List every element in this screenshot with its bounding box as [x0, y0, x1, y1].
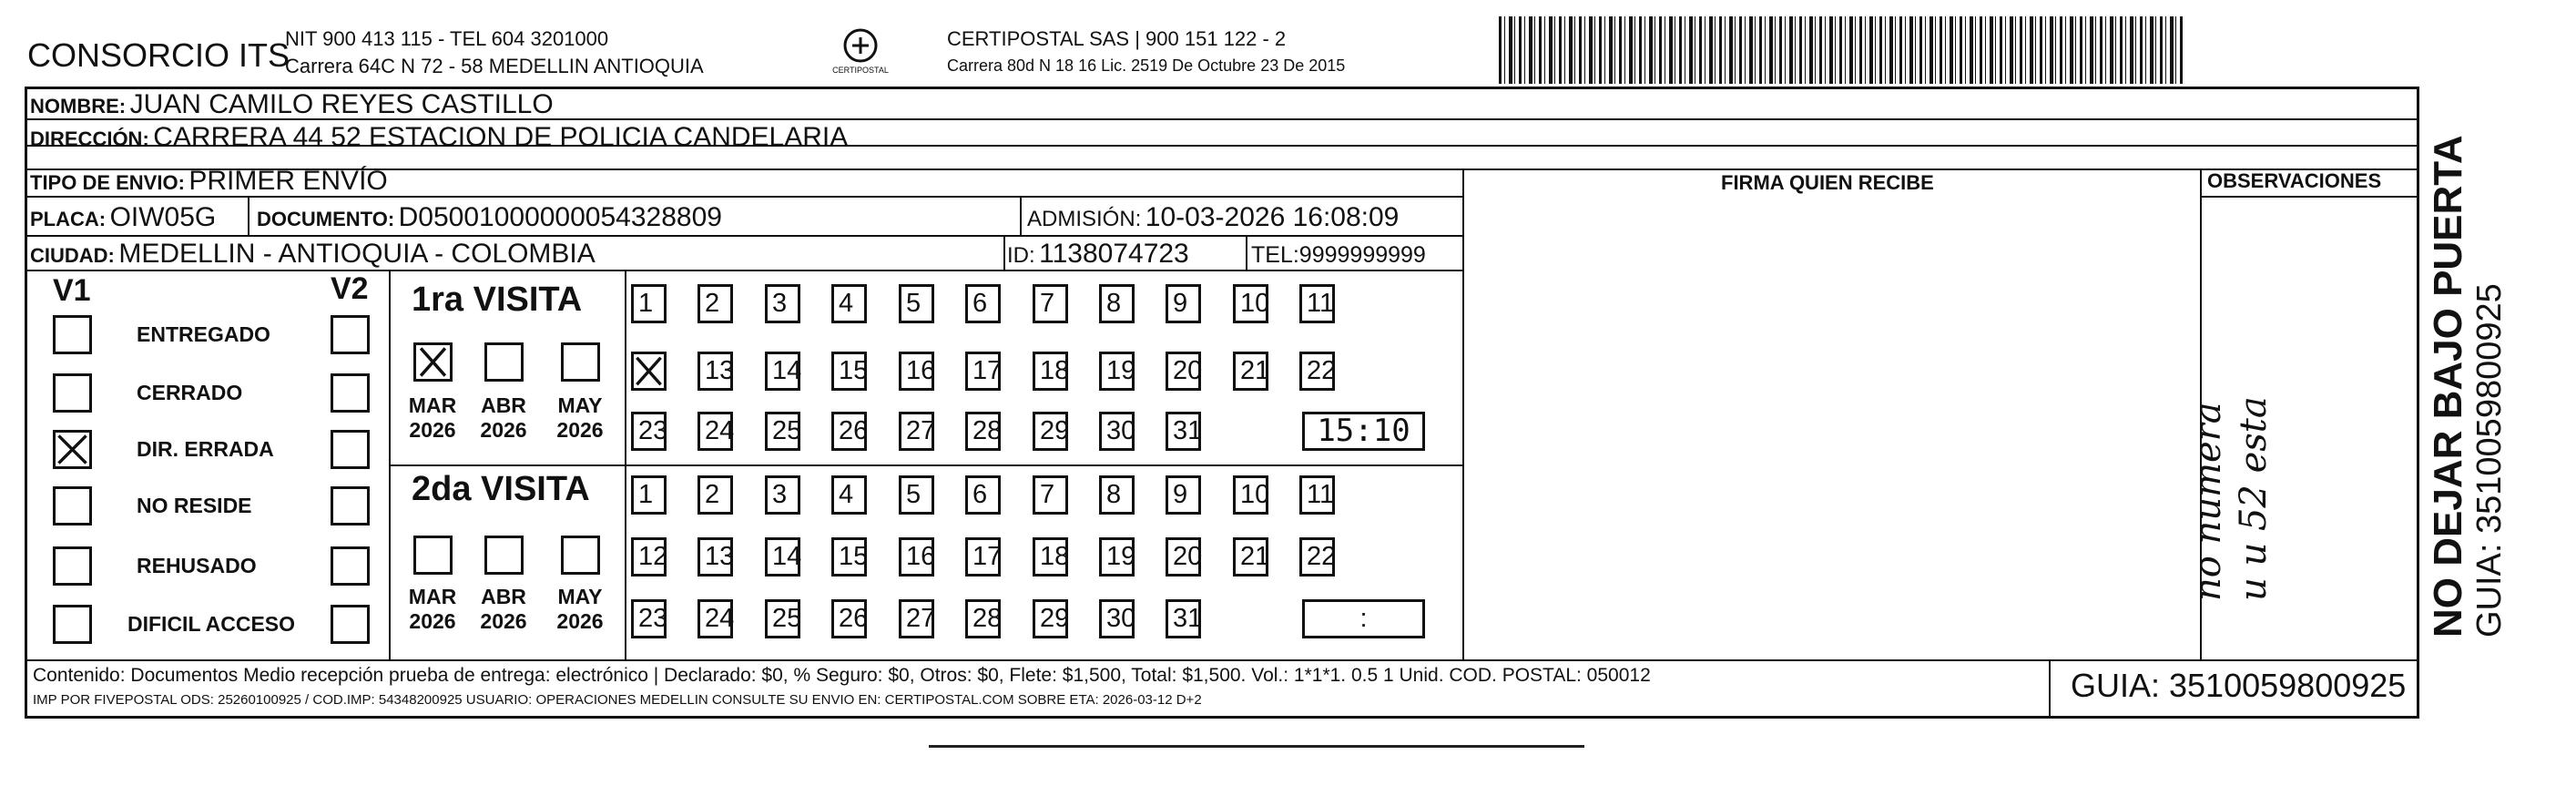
day-box[interactable]: 10 [1233, 284, 1268, 323]
send-type: PRIMER ENVÍO [188, 166, 388, 196]
day-box[interactable]: 27 [899, 412, 934, 451]
day-box[interactable]: 26 [831, 599, 867, 638]
day-box[interactable]: 15 [831, 537, 867, 577]
day-box[interactable]: 16 [899, 352, 934, 391]
document: D05001000000054328809 [398, 202, 722, 232]
day-box[interactable]: 24 [697, 412, 733, 451]
day-box[interactable]: 13 [697, 537, 733, 577]
day-box[interactable]: 19 [1099, 352, 1135, 391]
company-name: CONSORCIO ITS [27, 36, 290, 74]
day-box[interactable]: 13 [697, 352, 733, 391]
admission: 10-03-2026 16:08:09 [1145, 202, 1400, 232]
day-box[interactable]: 9 [1166, 284, 1201, 323]
day-box[interactable]: 6 [965, 284, 1001, 323]
month-label: MAR 2026 [408, 585, 457, 633]
address-row [30, 122, 848, 153]
day-box[interactable]: 23 [631, 599, 667, 638]
observation-line-2: u u 52 esta [2233, 396, 2275, 601]
day-box[interactable]: 25 [765, 412, 800, 451]
day-box[interactable]: 3 [765, 475, 800, 515]
v2-checkbox[interactable] [331, 486, 370, 526]
day-box[interactable]: 9 [1166, 475, 1201, 515]
observations-label: OBSERVACIONES [2207, 169, 2382, 192]
time-box[interactable]: 15:10 [1302, 412, 1425, 451]
footer-contents: Contenido: Documentos Medio recepción prueba de entrega: electrónico | Declarado: $0, % Seguro: $0, Otros: $0, Flete: $1,500, Total: $1,500. Vol.: 1*1*1. 0.5 1 Unid. COD. POSTAL: 050012 [33, 665, 1651, 686]
day-box[interactable]: 11 [1299, 475, 1335, 515]
plate-row [30, 202, 216, 233]
day-box[interactable]: 24 [697, 599, 733, 638]
month-checkbox-mar[interactable] [413, 342, 453, 382]
plate: OIW05G [109, 202, 217, 232]
v1-checkbox[interactable] [53, 315, 92, 354]
v2-checkbox[interactable] [331, 373, 370, 413]
tel-row [1251, 242, 1426, 269]
id-label: ID: [1007, 243, 1035, 268]
month-label: ABR 2026 [480, 393, 527, 442]
day-box[interactable]: 6 [965, 475, 1001, 515]
month-label: MAY 2026 [556, 585, 604, 633]
company-nit: NIT 900 413 115 - TEL 604 3201000 [285, 27, 609, 50]
day-box[interactable]: 21 [1233, 352, 1268, 391]
day-box[interactable]: 23 [631, 412, 667, 451]
day-box[interactable]: 25 [765, 599, 800, 638]
day-box[interactable]: 30 [1099, 412, 1135, 451]
send-type-row [30, 166, 388, 197]
logo-text: CERTIPOSTAL [832, 66, 889, 75]
status-label: REHUSADO [137, 554, 257, 577]
day-box[interactable]: 12 [631, 537, 667, 577]
first-visit-label: 1ra VISITA [412, 281, 583, 319]
day-box[interactable]: 20 [1166, 537, 1201, 577]
courier-name: CERTIPOSTAL SAS | 900 151 122 - 2 [947, 27, 1287, 50]
day-box[interactable]: 11 [1299, 284, 1335, 323]
day-box[interactable]: 17 [965, 352, 1001, 391]
month-checkbox-mar[interactable] [413, 536, 453, 575]
city: MEDELLIN - ANTIOQUIA - COLOMBIA [118, 239, 596, 269]
status-label: ENTREGADO [137, 322, 270, 346]
company-address: Carrera 64C N 72 - 58 MEDELLIN ANTIOQUIA [285, 55, 704, 77]
name-row [30, 89, 554, 120]
admission-row [1027, 202, 1399, 233]
day-box[interactable]: 2 [697, 475, 733, 515]
document-label: DOCUMENTO: [257, 208, 395, 230]
certipostal-logo [832, 26, 889, 80]
day-box[interactable]: 26 [831, 412, 867, 451]
day-box[interactable]: 3 [765, 284, 800, 323]
v2-checkbox[interactable] [331, 430, 370, 469]
admission-label: ADMISIÓN: [1027, 207, 1142, 231]
day-box[interactable]: 2 [697, 284, 733, 323]
send-type-label: TIPO DE ENVIO: [30, 171, 185, 194]
month-checkbox-may[interactable] [561, 342, 600, 382]
day-box[interactable]: 4 [831, 284, 867, 323]
day-box[interactable]: 7 [1033, 475, 1068, 515]
day-box[interactable]: 17 [965, 537, 1001, 577]
day-box[interactable]: 14 [765, 537, 800, 577]
month-checkbox-abr[interactable] [484, 342, 524, 382]
side-guia: GUIA: 3510059800925 [2470, 283, 2509, 638]
time-box[interactable]: : [1302, 599, 1425, 638]
courier-address: Carrera 80d N 18 16 Lic. 2519 De Octubre 23 De 2015 [947, 56, 1346, 75]
day-box[interactable]: 5 [899, 284, 934, 323]
side-no-dejar: NO DEJAR BAJO PUERTA [2426, 135, 2470, 638]
day-box[interactable]: 4 [831, 475, 867, 515]
status-label: DIR. ERRADA [137, 437, 274, 461]
day-box[interactable]: 27 [899, 599, 934, 638]
day-box[interactable]: 31 [1166, 599, 1201, 638]
day-box[interactable]: 7 [1033, 284, 1068, 323]
day-box[interactable]: 28 [965, 599, 1001, 638]
v1-checkbox[interactable] [53, 546, 92, 586]
v2-checkbox[interactable] [331, 546, 370, 586]
day-box[interactable]: 1 [631, 284, 667, 323]
barcode [1499, 16, 2184, 84]
day-box[interactable]: 30 [1099, 599, 1135, 638]
footer-guia: GUIA: 3510059800925 [2071, 667, 2407, 704]
day-box[interactable]: 1 [631, 475, 667, 515]
day-box[interactable]: 18 [1033, 352, 1068, 391]
day-box[interactable]: 18 [1033, 537, 1068, 577]
scan-mark [929, 745, 1584, 748]
recipient-id: 1138074723 [1039, 239, 1189, 269]
day-box[interactable]: 5 [899, 475, 934, 515]
day-box[interactable]: 22 [1299, 352, 1335, 391]
month-checkbox-may[interactable] [561, 536, 600, 575]
recipient-address: CARRERA 44 52 ESTACION DE POLICIA CANDELARIA [153, 122, 849, 152]
month-label: MAR 2026 [408, 393, 457, 442]
name-label: NOMBRE: [30, 95, 127, 117]
id-row [1007, 239, 1189, 270]
day-box[interactable] [631, 352, 667, 391]
signature-label: FIRMA QUIEN RECIBE [1721, 171, 1934, 194]
day-box[interactable]: 8 [1099, 475, 1135, 515]
month-label: ABR 2026 [480, 585, 527, 633]
month-checkbox-abr[interactable] [484, 536, 524, 575]
plate-label: PLACA: [30, 208, 107, 230]
city-row [30, 239, 596, 270]
status-label: CERRADO [137, 381, 243, 404]
day-box[interactable]: 21 [1233, 537, 1268, 577]
v1-checkbox[interactable] [53, 373, 92, 413]
day-box[interactable]: 10 [1233, 475, 1268, 515]
day-box[interactable]: 8 [1099, 284, 1135, 323]
side-text [2427, 135, 2509, 638]
observations-handwriting [2185, 396, 2276, 601]
month-label: MAY 2026 [556, 393, 604, 442]
v2-label: V2 [331, 271, 369, 306]
second-visit-label: 2da VISITA [412, 470, 590, 508]
day-box[interactable]: 28 [965, 412, 1001, 451]
day-box[interactable]: 20 [1166, 352, 1201, 391]
day-box[interactable]: 15 [831, 352, 867, 391]
tel-label: TEL: [1251, 242, 1299, 268]
v1-checkbox[interactable] [53, 430, 92, 469]
day-box[interactable]: 29 [1033, 599, 1068, 638]
city-label: CIUDAD: [30, 244, 115, 267]
document-row [257, 202, 722, 233]
v1-checkbox[interactable] [53, 486, 92, 526]
v2-checkbox[interactable] [331, 315, 370, 354]
status-label: DIFICIL ACCESO [127, 612, 296, 636]
footer-print-info: IMP POR FIVEPOSTAL ODS: 25260100925 / COD.IMP: 54348200925 USUARIO: OPERACIONES MEDELLIN CONSULTE SU ENVIO EN: CERTIPOSTAL.COM SOBRE ETA: 2026-03-12 D+2 [33, 692, 1202, 708]
day-box[interactable]: 31 [1166, 412, 1201, 451]
recipient-name: JUAN CAMILO REYES CASTILLO [129, 89, 554, 119]
v1-label: V1 [53, 273, 91, 308]
v2-checkbox[interactable] [331, 605, 370, 644]
tel: 9999999999 [1298, 242, 1426, 268]
status-label: NO RESIDE [137, 494, 252, 517]
day-box[interactable]: 22 [1299, 537, 1335, 577]
day-box[interactable]: 19 [1099, 537, 1135, 577]
day-box[interactable]: 16 [899, 537, 934, 577]
v1-checkbox[interactable] [53, 605, 92, 644]
address-label: DIRECCIÓN: [30, 128, 149, 150]
day-box[interactable]: 14 [765, 352, 800, 391]
day-box[interactable]: 29 [1033, 412, 1068, 451]
observation-line-1: no numera [2187, 402, 2229, 601]
